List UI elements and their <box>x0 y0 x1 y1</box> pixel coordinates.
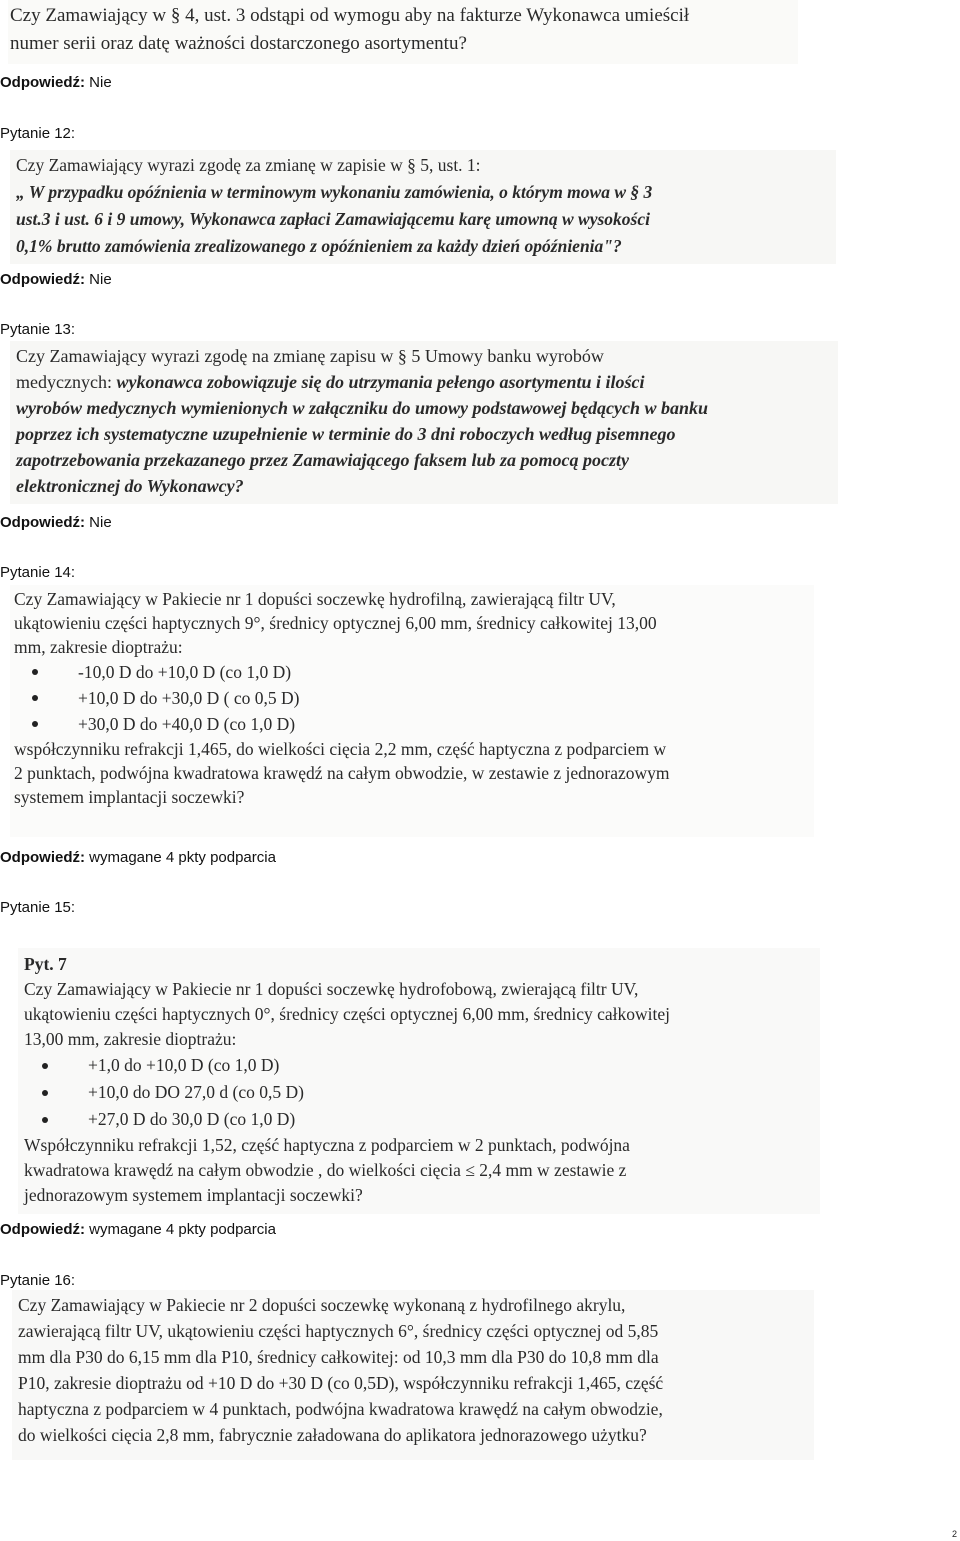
scan-line: numer serii oraz datę ważności dostarczonego asortymentu? <box>10 33 467 54</box>
answer-11 <box>0 74 112 92</box>
scan-line: do wielkości cięcia 2,8 mm, fabrycznie załadowana do aplikatora jednorazowego użytku? <box>18 1425 647 1445</box>
scan-line: P10, zakresie dioptrażu od +10 D do +30 D (co 0,5D), współczynniku refrakcji 1,465, część <box>18 1373 664 1393</box>
answer-label: Odpowiedź: <box>0 849 85 866</box>
scan-line: Czy Zamawiający wyrazi zgodę za zmianę w zapisie w § 5, ust. 1: <box>16 155 481 175</box>
scan-line: poprzez ich systematyczne uzupełnienie w terminie do 3 dni roboczych według pisemnego <box>16 424 676 444</box>
list-item: -10,0 D do +10,0 D (co 1,0 D) <box>78 659 810 685</box>
scan-line: Czy Zamawiający wyrazi zgodę na zmianę zapisu w § 5 Umowy banku wyrobów <box>16 346 604 366</box>
scan-line: Czy Zamawiający w Pakiecie nr 1 dopuści soczewkę hydrofilną, zawierającą filtr UV, <box>14 589 616 609</box>
scan-line: zapotrzebowania przekazanego przez Zamawiającego faksem lub za pomocą poczty <box>16 450 629 470</box>
scan-line: ukątowieniu części haptycznych 9°, średnicy optycznej 6,00 mm, średnicy całkowitej 13,00 <box>14 613 657 633</box>
answer-text: Nie <box>89 74 112 91</box>
answer-text: Nie <box>89 514 112 531</box>
scan-line: mm dla P30 do 6,15 mm dla P10, średnicy całkowitej: od 10,3 mm dla P30 do 10,8 mm dla <box>18 1347 659 1367</box>
scan-heading: Pyt. 7 <box>24 954 67 974</box>
question-15-heading: Pytanie 15: <box>0 899 76 916</box>
question-14-scan <box>10 585 814 837</box>
question-15-scan <box>18 948 820 1214</box>
answer-label: Odpowiedź: <box>0 271 85 288</box>
list-item: +10,0 do DO 27,0 d (co 0,5 D) <box>88 1079 814 1106</box>
scan-line: „ W przypadku opóźnienia w terminowym wykonaniu zamówienia, o którym mowa w § 3 <box>16 182 653 202</box>
scan-line: Współczynniku refrakcji 1,52, część haptyczna z podparciem w 2 punktach, podwójna <box>24 1135 630 1155</box>
answer-text: Nie <box>89 271 112 288</box>
scan-line: systemem implantacji soczewki? <box>14 787 245 807</box>
answer-label: Odpowiedź: <box>0 514 85 531</box>
answer-text: wymagane 4 pkty podparcia <box>89 849 276 866</box>
scan-line: ust.3 i ust. 6 i 9 umowy, Wykonawca zapłaci Zamawiającemu karę umowną w wysokości <box>16 209 650 229</box>
answer-label: Odpowiedź: <box>0 74 85 91</box>
question-12-scan <box>10 150 836 264</box>
scan-line: mm, zakresie dioptrażu: <box>14 637 183 657</box>
question-14-heading: Pytanie 14: <box>0 564 76 581</box>
dioptre-range-list <box>24 1052 814 1133</box>
answer-13 <box>0 514 112 532</box>
question-11-scan <box>8 0 798 64</box>
list-item: +27,0 D do 30,0 D (co 1,0 D) <box>88 1106 814 1133</box>
scan-line: ukątowieniu części haptycznych 0°, średnicy części optycznej 6,00 mm, średnicy całkowitej <box>24 1004 671 1024</box>
list-item: +1,0 do +10,0 D (co 1,0 D) <box>88 1052 814 1079</box>
question-16-scan <box>12 1290 814 1460</box>
answer-12 <box>0 271 112 289</box>
dioptre-range-list <box>14 659 810 737</box>
scan-line: współczynniku refrakcji 1,465, do wielkości cięcia 2,2 mm, część haptyczna z podparciem w <box>14 739 667 759</box>
scan-line-italic: wykonawca zobowiązuje się do utrzymania pełengo asortymentu i ilości <box>116 372 645 392</box>
page-number: 2 <box>951 1529 957 1539</box>
scan-line: 0,1% brutto zamówienia zrealizowanego z opóźnieniem za każdy dzień opóźnienia"? <box>16 236 622 256</box>
answer-15 <box>0 1221 276 1239</box>
question-16-heading: Pytanie 16: <box>0 1272 76 1289</box>
scan-line: 13,00 mm, zakresie dioptrażu: <box>24 1029 237 1049</box>
scan-line: 2 punktach, podwójna kwadratowa krawędź na całym obwodzie, w zestawie z jednorazowym <box>14 763 670 783</box>
answer-text: wymagane 4 pkty podparcia <box>89 1221 276 1238</box>
scan-line: wyrobów medycznych wymienionych w załączniku do umowy podstawowej będących w banku <box>16 398 709 418</box>
scan-line: jednorazowym systemem implantacji soczewki? <box>24 1185 363 1205</box>
answer-14 <box>0 849 276 867</box>
scan-line: haptyczna z podparciem w 4 punktach, podwójna kwadratowa krawędź na całym obwodzie, <box>18 1399 663 1419</box>
question-12-heading: Pytanie 12: <box>0 125 76 142</box>
scan-line: Czy Zamawiający w Pakiecie nr 1 dopuści soczewkę hydrofobową, zwierającą filtr UV, <box>24 979 639 999</box>
scan-line: elektronicznej do Wykonawcy? <box>16 476 244 496</box>
list-item: +30,0 D do +40,0 D (co 1,0 D) <box>78 711 810 737</box>
scan-line: kwadratowa krawędź na całym obwodzie , do wielkości cięcia ≤ 2,4 mm w zestawie z <box>24 1160 627 1180</box>
scan-line <box>16 369 832 395</box>
scan-line: Czy Zamawiający w § 4, ust. 3 odstąpi od wymogu aby na fakturze Wykonawca umieścił <box>10 5 690 26</box>
question-13-heading: Pytanie 13: <box>0 321 76 338</box>
scan-line-plain: medycznych: <box>16 372 117 392</box>
scan-line: zawierającą filtr UV, ukątowieniu części haptycznych 6°, średnicy części optycznej od 5,85 <box>18 1321 659 1341</box>
scan-line: Czy Zamawiający w Pakiecie nr 2 dopuści soczewkę wykonaną z hydrofilnego akrylu, <box>18 1295 626 1315</box>
question-13-scan <box>10 341 838 504</box>
answer-label: Odpowiedź: <box>0 1221 85 1238</box>
list-item: +10,0 D do +30,0 D ( co 0,5 D) <box>78 685 810 711</box>
